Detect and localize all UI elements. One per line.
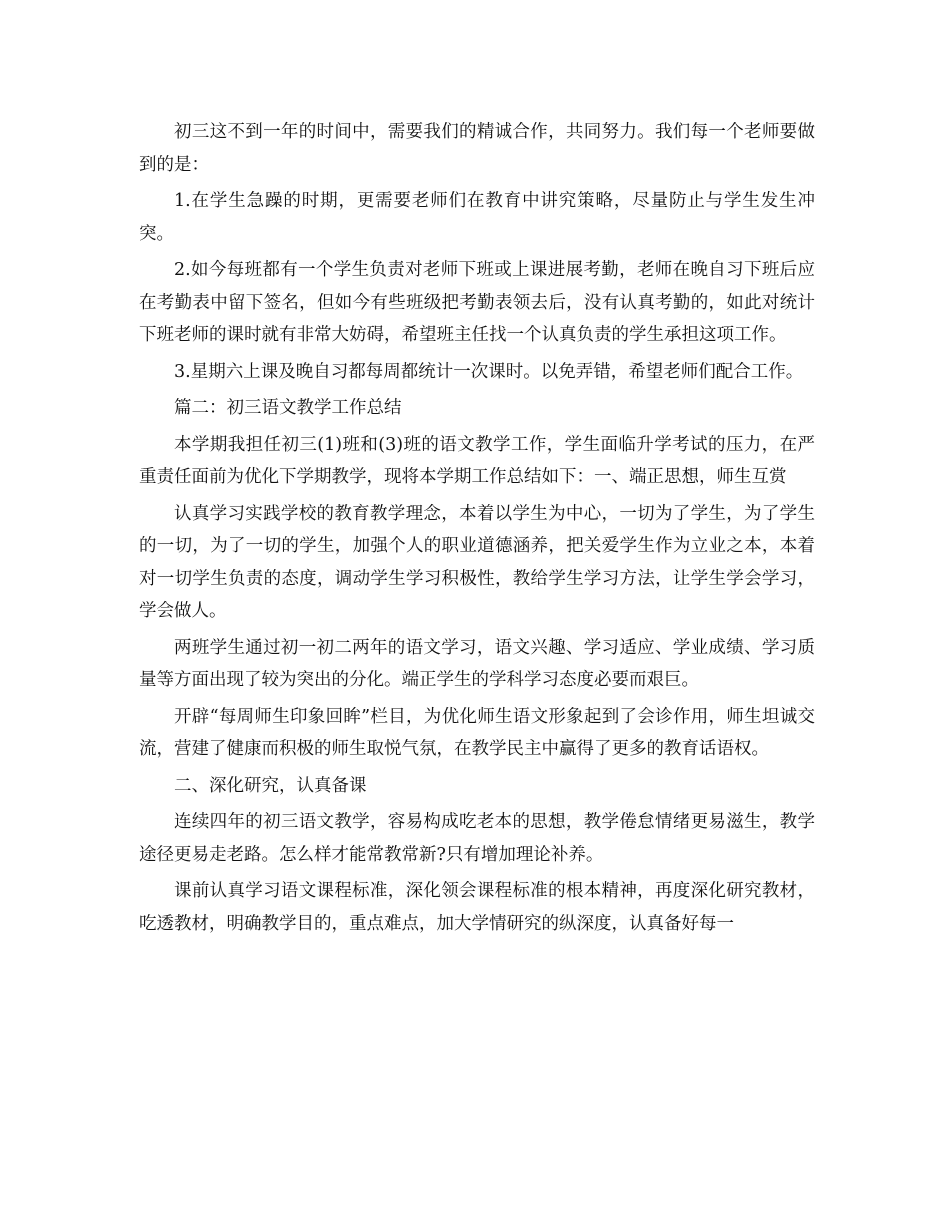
paragraph-item-1: 1.在学生急躁的时期，更需要老师们在教育中讲究策略，尽量防止与学生发生冲突。 xyxy=(139,191,815,244)
paragraph-item-3: 3.星期六上课及晚自习都每周都统计一次课时。以免弄错，希望老师们配合工作。 xyxy=(174,361,804,382)
section-heading-research: 二、深化研究，认真备课 xyxy=(174,775,367,796)
paragraph-teaching-philosophy: 认真学习实践学校的教育教学理念，本着以学生为中心，一切为了学生，为了学生的一切，为了一切的学生，加强个人的职业道德涵养，把关爱学生作为立业之本，本着对一切学生负责的态度，调动学生学习积极性，教给学生学习方法，让学生学会学习，学会做人。 xyxy=(139,503,815,621)
paragraph-student-differentiation: 两班学生通过初一初二两年的语文学习，语文兴趣、学习适应、学业成绩、学习质量等方面出现了较为突出的分化。端正学生的学科学习态度必要而艰巨。 xyxy=(139,637,815,690)
paragraph-continuous-teaching: 连续四年的初三语文教学，容易构成吃老本的思想，教学倦怠情绪更易滋生，教学途径更易走老路。怎么样才能常教常新?只有增加理论补养。 xyxy=(139,812,815,865)
paragraph-lesson-prep: 课前认真学习语文课程标准，深化领会课程标准的根本精神，再度深化研究教材，吃透教材，明确教学目的，重点难点，加大学情研究的纵深度，认真备好每一 xyxy=(139,881,815,934)
paragraph-weekly-column: 开辟“每周师生印象回眸”栏目，为优化师生语文形象起到了会诊作用，师生坦诚交流，营建了健康而积极的师生取悦气氛，在教学民主中赢得了更多的教育话语权。 xyxy=(139,706,815,759)
paragraph-summary-intro: 本学期我担任初三(1)班和(3)班的语文教学工作，学生面临升学考试的压力，在严重责任面前为优化下学期教学，现将本学期工作总结如下：一、端正思想，师生互赏 xyxy=(139,434,815,487)
section-heading-part-two: 篇二：初三语文教学工作总结 xyxy=(174,398,402,418)
paragraph-item-2: 2.如今每班都有一个学生负责对老师下班或上课进展考勤，老师在晚自习下班后应在考勤表中留下签名，但如今有些班级把考勤表领去后，没有认真考勤的，如此对统计下班老师的课时就有非常大妨碍，希望班主任找一个认真负责的学生承担这项工作。 xyxy=(139,260,815,345)
document-body xyxy=(139,116,815,944)
paragraph-intro: 初三这不到一年的时间中，需要我们的精诚合作，共同努力。我们每一个老师要做到的是： xyxy=(139,122,815,175)
